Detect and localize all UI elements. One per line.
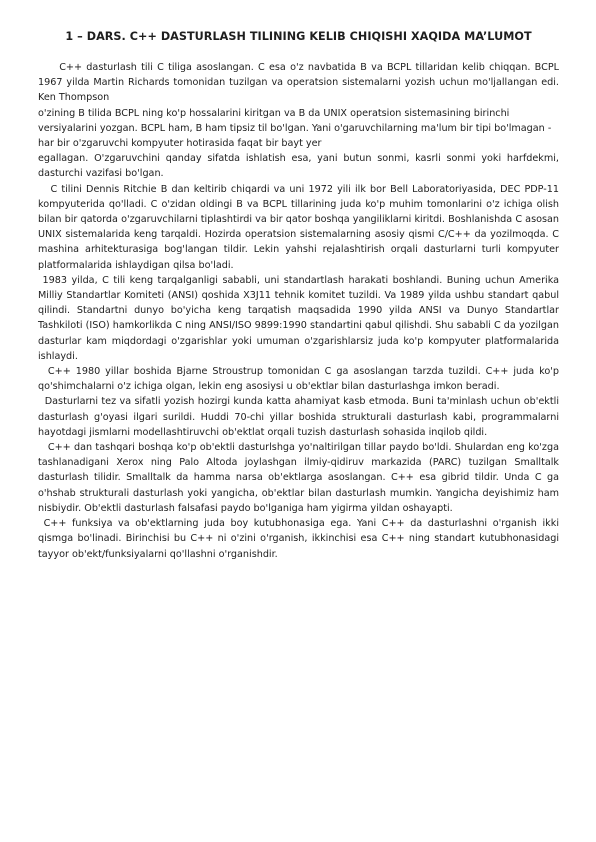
body-paragraph: C++ funksiya va ob'ektlarning juda boy kutubhonasiga ega. Yani C++ da dasturlashni o'rganish ikki qismga bo'linadi. Birinchisi bu C++ ni o'zini o'rganish, ikkinchisi esa C++ ning standart kutubhonasidagi tayyor ob'ekt/funksiyalarni qo'llashni o'rganishdir. <box>38 518 559 560</box>
document-body <box>38 60 559 562</box>
body-paragraph: o'zining B tilida BCPL ning ko'p hossalarini kiritgan va B da UNIX operatsion sistemasining birinchi versiyalarini yozgan. BCPL ham, B ham tipsiz til bo'lgan. Yani o'garuvchilarning ma'lum bir tipi bo'lmagan - har bir o'zgaruvchi kompyuter hotirasida faqat bir bayt yer <box>38 107 552 150</box>
document-page <box>38 30 559 562</box>
document-title: 1 – DARS. C++ DASTURLASH TILINING KELIB CHIQISHI XAQIDA MA’LUMOT <box>65 30 532 43</box>
body-paragraph: C++ 1980 yillar boshida Bjarne Stroustrup tomonidan C ga asoslangan tarzda tuzildi. C++ juda ko'p qo'shimchalarni o'z ichiga olgan, lekin eng asosiysi u ob'ektlar bilan dasturlashga imkon beradi. <box>38 366 559 393</box>
body-paragraph: Dasturlarni tez va sifatli yozish hozirgi kunda katta ahamiyat kasb etmoda. Buni ta'minlash uchun ob'ektli dasturlash g'oyasi ilgari surildi. Huddi 70-chi yillar boshida strukturali dasturlash kabi, programmalarni hayotdagi jismlarni modellashtiruvchi ob'ektlat orqali tuzish dasturlash sohasida inqilob qildi. <box>38 396 559 438</box>
body-paragraph: C tilini Dennis Ritchie B dan keltirib chiqardi va uni 1972 yili ilk bor Bell Laboratoriyasida, DEC PDP-11 kompyuterida qo'lladi. C o'zidan oldingi B va BCPL tillarining juda ko'p muhim tomonlarini o'z ichiga olish bilan bir qatorda o'zgaruvchilarni tiplashtirdi va bir qator boshqa yangiliklarni kiritdi. Boshlanishda C asosan UNIX sistemalarida keng tarqaldi. Hozirda operatsion sistemalarning asosiy qismi C/C++ da yozilmoqda. C mashina arhitekturasiga bog'langan tildir. Lekin yahshi rejalashtirish orqali dasturlarni turli kompyuter platformalarida ishlaydigan qilsa bo'ladi. <box>38 183 559 271</box>
body-paragraph: C++ dasturlash tili C tiliga asoslangan. C esa o'z navbatida B va BCPL tillaridan kelib chiqqan. BCPL 1967 yilda Martin Richards tomonidan tuzilgan va operatsion sistemalarni yozish uchun mo'ljallangan edi. Ken Thompson <box>38 62 559 104</box>
body-paragraph: egallagan. O'zgaruvchini qanday sifatda ishlatish esa, yani butun sonmi, kasrli sonmi yoki harfdekmi, dasturchi vazifasi bo'lgan. <box>38 153 559 180</box>
body-paragraph: C++ dan tashqari boshqa ko'p ob'ektli dasturlshga yo'naltirilgan tillar paydo bo'ldi. Shulardan eng ko'zga tashlanadigani Xerox ning Palo Altoda joylashgan ilmiy-qidiruv markazida (PARC) tuzilgan Smalltalk dasturlash tilidir. Smalltalk da hamma narsa ob'ektlarga asoslangan. C++ esa gibrid tildir. Unda C ga o'hshab strukturali dasturlash yoki yangicha, ob'ektlar bilan dasturlash mumkin. Yangicha deyishimiz ham nisbiydir. Ob'ektli dasturlash falsafasi paydo bo'lganiga ham yigirma yildan oshayapti. <box>38 442 559 514</box>
body-paragraph: 1983 yilda, C tili keng tarqalganligi sababli, uni standartlash harakati boshlandi. Buning uchun Amerika Milliy Standartlar Komiteti (ANSI) qoshida X3J11 tehnik komitet tuzildi. Va 1989 yilda ushbu standart qabul qilindi. Standartni dunyo bo'yicha keng tarqatish maqsadida 1990 yilda ANSI va Dunyo Standartlar Tashkiloti (ISO) hamkorlikda C ning ANSI/ISO 9899:1990 standartini qabul qilishdi. Shu sababli C da yozilgan dasturlar kam miqdordagi o'zgarishlar yoki umuman o'zgarishlarsiz juda ko'p kompyuter platformalarida ishlaydi. <box>38 274 559 362</box>
